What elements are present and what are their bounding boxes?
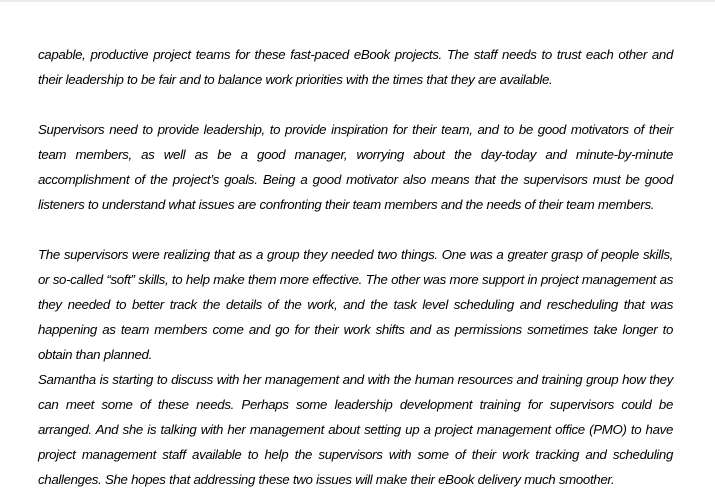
paragraph-supervisor-leadership: Supervisors need to provide leadership, to provide inspiration for their team, and to be good motivators of their team members, as well as be a good manager, worrying about the day-today and minute-by-minute accomplishment of the project’s goals. Being a good motivator also means that the supervisors must be good listeners to understand what issues are confronting their team members and the needs of their team members. — [38, 122, 673, 212]
paragraph-samantha-plan: Samantha is starting to discuss with her management and with the human resources and training group how they can meet some of these needs. Perhaps some leadership development training for supervisors could be arranged. And she is talking with her management about setting up a project management office (PMO) to have project management staff available to help the supervisors with some of their work tracking and scheduling challenges. She hopes that addressing these two issues will make their eBook delivery much smoother. — [38, 372, 673, 487]
paragraph-supervisor-needs: The supervisors were realizing that as a group they needed two things. One was a greater grasp of people skills, or so-called “soft” skills, to help make them more effective. The other was more support in project management as they needed to better track the details of the work, and the task level scheduling and rescheduling that was happening as team members come and go for their work shifts and as permissions sometimes take longer to obtain than planned. — [38, 247, 673, 362]
page-top-border — [0, 0, 715, 2]
paragraph-team-trust: capable, productive project teams for these fast-paced eBook projects. The staff needs to trust each other and their leadership to be fair and to balance work priorities with the times that they are available. — [38, 47, 673, 87]
